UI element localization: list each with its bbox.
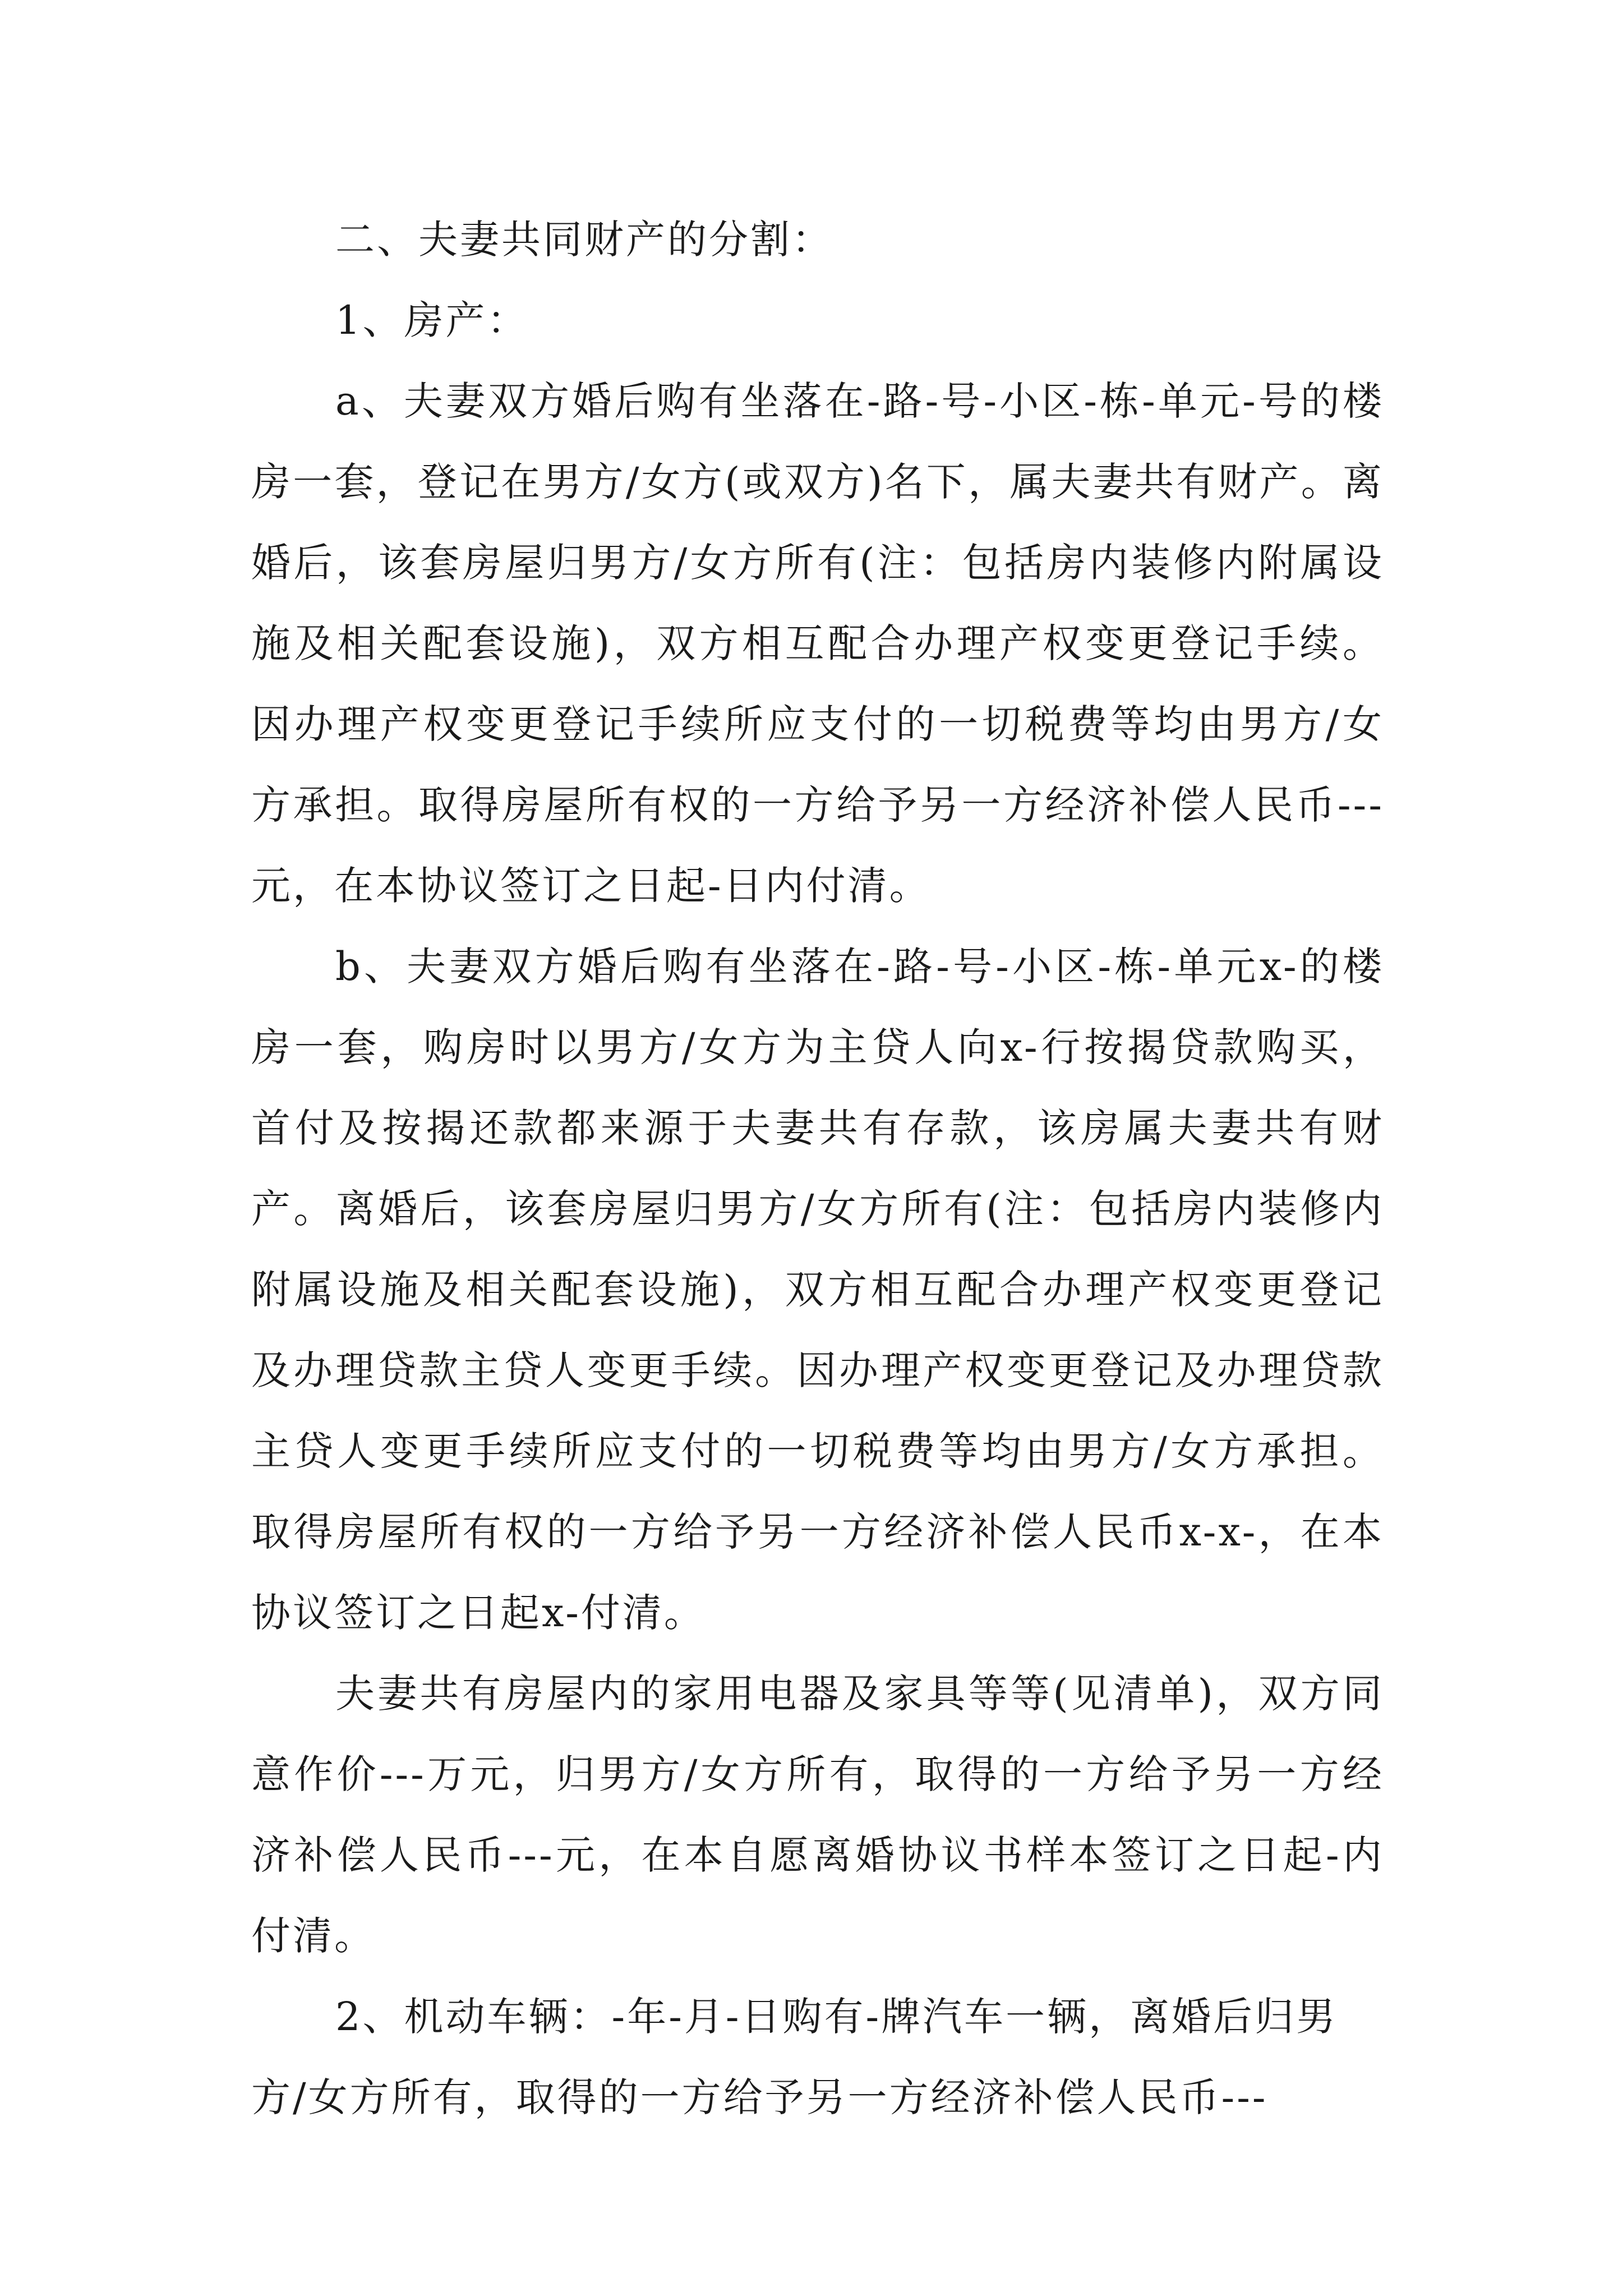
subheading-real-estate: 1、房产： [335,297,529,343]
paragraph-clause-a: a、夫妻双方婚后购有坐落在-路-号-小区-栋-单元-号的楼房一套，登记在男方/女方(或双方)名下，属夫妻共有财产。离婚后，该套房屋归男方/女方所有(注：包括房内装修内附属设施及相关配套设施)，双方相互配合办理产权变更登记手续。因办理产权变更登记手续所应支付的一切税费等均由男方/女方承担。取得房屋所有权的一方给予另一方经济补偿人民币---元，在本协议签订之日起-日内付清。 [251,378,1384,909]
paragraph-vehicles: 2、机动车辆：-年-月-日购有-牌汽车一辆，离婚后归男方/女方所有，取得的一方给予另一方经济补偿人民币--- [251,1994,1338,2120]
paragraph-appliances: 夫妻共有房屋内的家用电器及家具等等(见清单)，双方同意作价---万元，归男方/女方所有，取得的一方给予另一方经济补偿人民币---元，在本自愿离婚协议书样本签订之日起-内付清。 [251,1671,1384,1959]
paragraph-clause-b: b、夫妻双方婚后购有坐落在-路-号-小区-栋-单元x-的楼房一套，购房时以男方/女方为主贷人向x-行按揭贷款购买，首付及按揭还款都来源于夫妻共有存款，该房属夫妻共有财产。离婚后，该套房屋归男方/女方所有(注：包括房内装修内附属设施及相关配套设施)，双方相互配合办理产权变更登记及办理贷款主贷人变更手续。因办理产权变更登记及办理贷款主贷人变更手续所应支付的一切税费等均由男方/女方承担。取得房屋所有权的一方给予另一方经济补偿人民币x-x-，在本协议签订之日起x-付清。 [251,944,1384,1636]
document-body [251,199,1384,2138]
section-heading-property-division: 二、夫妻共同财产的分割： [335,217,833,263]
